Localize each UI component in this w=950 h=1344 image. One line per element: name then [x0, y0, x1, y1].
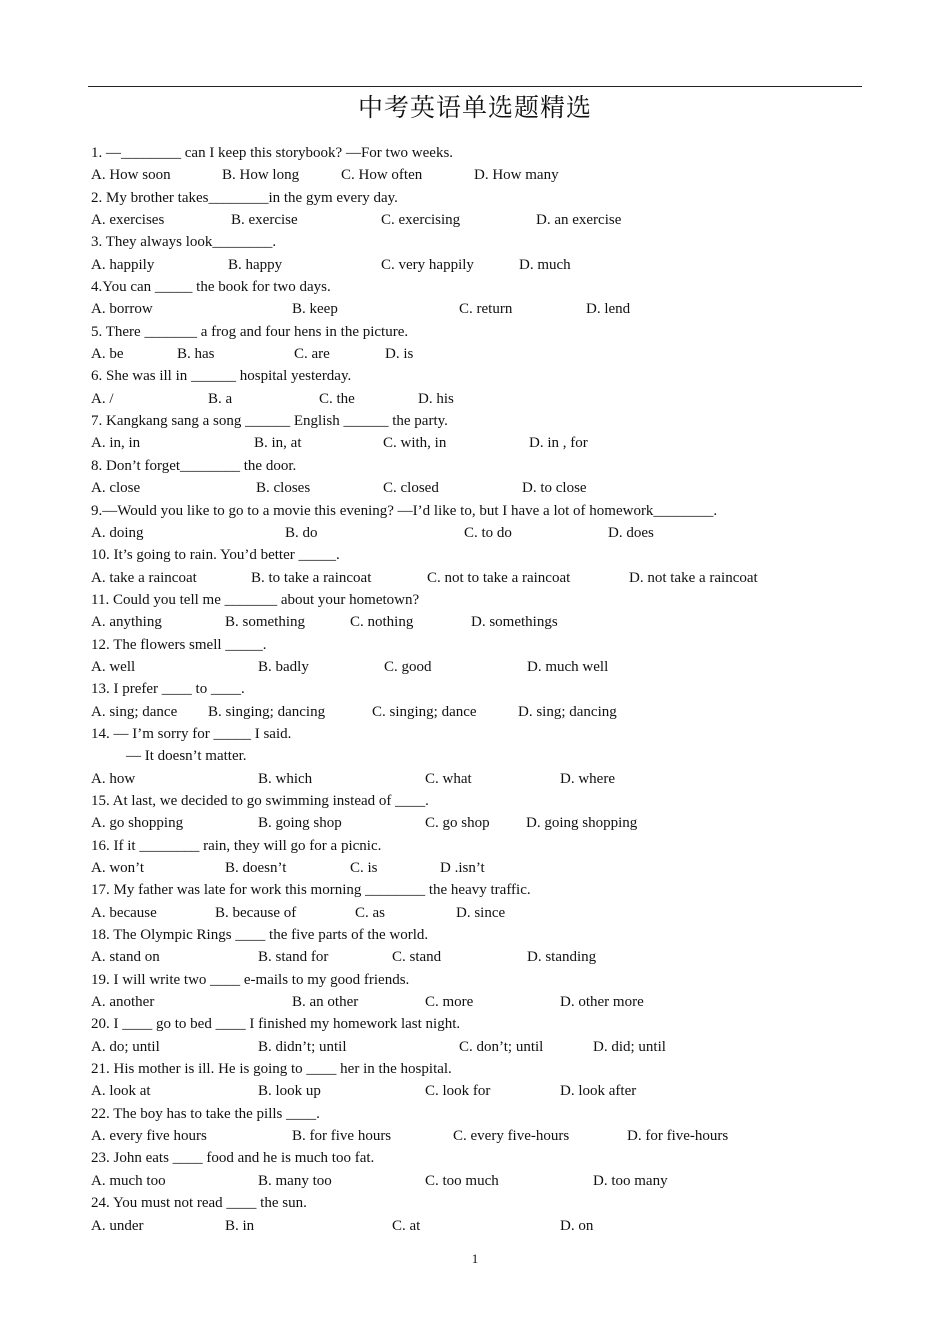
option-d[interactable]: D. did; until — [593, 1038, 666, 1055]
option-b[interactable]: B. an other — [292, 994, 359, 1011]
option-row — [91, 768, 871, 790]
option-d[interactable]: D. lend — [586, 301, 631, 318]
option-d[interactable]: D. much — [519, 256, 571, 273]
question-text: 21. His mother is ill. He is going to ____ her in the hospital. — [91, 1061, 452, 1078]
option-row — [91, 1036, 871, 1058]
question-text: 1. —________ can I keep this storybook? —For two weeks. — [91, 145, 454, 161]
question-reply: — It doesn’t matter. — [126, 748, 247, 765]
option-b[interactable]: B. has — [177, 346, 215, 363]
option-b[interactable]: B. doesn’t — [225, 860, 287, 876]
option-a[interactable]: A. take a raincoat — [91, 569, 197, 586]
option-row — [91, 611, 871, 633]
option-a[interactable]: A. anything — [91, 614, 162, 631]
option-b[interactable]: B. in, at — [254, 435, 302, 452]
question-text: 18. The Olympic Rings ____ the five parts of the world. — [91, 927, 429, 944]
option-row — [91, 298, 871, 320]
option-a[interactable]: A. close — [91, 480, 141, 497]
option-b[interactable]: B. stand for — [258, 949, 329, 966]
option-c[interactable]: C. too much — [425, 1172, 499, 1189]
question-list — [91, 142, 871, 1237]
option-d[interactable]: D. to close — [522, 480, 587, 497]
option-c[interactable]: C. more — [425, 994, 474, 1011]
option-c[interactable]: C. every five-hours — [453, 1128, 570, 1145]
option-c[interactable]: C. nothing — [350, 614, 414, 631]
option-c[interactable]: C. stand — [392, 949, 442, 966]
option-row — [91, 1215, 871, 1237]
option-c[interactable]: C. very happily — [381, 256, 474, 273]
option-row — [91, 209, 871, 231]
option-a[interactable]: A. doing — [91, 524, 144, 541]
option-a[interactable]: A. stand on — [91, 949, 160, 966]
option-b[interactable]: B. something — [225, 614, 306, 631]
option-d[interactable]: D. standing — [527, 949, 597, 966]
option-a[interactable]: A. go shopping — [91, 815, 184, 832]
question-text: 10. It’s going to rain. You’d better _____. — [91, 547, 340, 564]
option-d[interactable]: D. somethings — [471, 614, 558, 631]
option-d[interactable]: D. sing; dancing — [518, 703, 617, 720]
option-b[interactable]: B. for five hours — [292, 1128, 392, 1145]
option-d[interactable]: D. look after — [560, 1083, 637, 1100]
option-c[interactable]: C. what — [425, 770, 472, 787]
option-b[interactable]: B. going shop — [258, 815, 342, 832]
option-row — [91, 164, 871, 186]
option-row — [91, 254, 871, 276]
question-text: 4.You can _____ the book for two days. — [91, 279, 331, 296]
option-c[interactable]: C. don’t; until — [459, 1038, 544, 1055]
option-a[interactable]: A. under — [91, 1217, 144, 1234]
question-text: 16. If it ________ rain, they will go for a picnic. — [91, 837, 382, 854]
option-c[interactable]: C. to do — [464, 524, 512, 541]
option-row — [91, 1125, 871, 1147]
option-row — [91, 477, 871, 499]
option-d[interactable]: D. going shopping — [526, 815, 638, 832]
option-a[interactable]: A. borrow — [91, 301, 153, 318]
option-row — [91, 343, 871, 365]
option-b[interactable]: B. keep — [292, 301, 338, 318]
option-b[interactable]: B. many too — [258, 1172, 332, 1189]
option-a[interactable]: A. happily — [91, 256, 155, 273]
question-text: 6. She was ill in ______ hospital yesterday. — [91, 368, 352, 385]
question-text: 11. Could you tell me _______ about your hometown? — [91, 591, 420, 608]
option-c[interactable]: C. at — [392, 1217, 421, 1234]
option-c[interactable]: C. good — [384, 658, 432, 675]
option-row — [91, 902, 871, 924]
option-b[interactable]: B. didn’t; until — [258, 1038, 347, 1055]
option-a[interactable]: A. another — [91, 994, 155, 1011]
question-text: 23. John eats ____ food and he is much too fat. — [91, 1150, 375, 1167]
option-b[interactable]: B. How long — [222, 167, 300, 184]
option-d[interactable]: D. in , for — [529, 435, 588, 452]
option-a[interactable]: A. because — [91, 904, 157, 921]
option-row — [91, 1170, 871, 1192]
option-row — [91, 522, 871, 544]
option-c[interactable]: C. go shop — [425, 815, 490, 832]
option-row — [91, 567, 871, 589]
option-c[interactable]: C. are — [294, 346, 330, 363]
option-c[interactable]: C. the — [319, 390, 355, 407]
option-d[interactable]: D. does — [608, 524, 654, 541]
option-d[interactable]: D. an exercise — [536, 212, 622, 229]
question-text: 14. — I’m sorry for _____ I said. — [91, 725, 292, 742]
question-text: 2. My brother takes________in the gym every day. — [91, 189, 398, 206]
option-d[interactable]: D. on — [560, 1217, 594, 1234]
option-row — [91, 991, 871, 1013]
option-row — [91, 388, 871, 410]
option-a[interactable]: A. well — [91, 658, 136, 675]
option-a[interactable]: A. how — [91, 770, 136, 787]
option-row — [91, 946, 871, 968]
option-c[interactable]: C. exercising — [381, 212, 461, 229]
option-d[interactable]: D. other more — [560, 994, 644, 1011]
option-b[interactable]: B. badly — [258, 658, 309, 675]
option-d[interactable]: D. much well — [527, 658, 609, 675]
option-b[interactable]: B. do — [285, 524, 318, 541]
option-d[interactable]: D. is — [385, 346, 414, 363]
header-rule — [88, 86, 862, 87]
option-d[interactable]: D. where — [560, 770, 615, 787]
option-c[interactable]: C. How often — [341, 167, 423, 184]
option-row — [91, 656, 871, 678]
option-a[interactable]: A. won’t — [91, 860, 145, 876]
option-a[interactable]: A. much too — [91, 1172, 166, 1189]
option-c[interactable]: C. closed — [383, 480, 439, 497]
option-row — [91, 1080, 871, 1102]
question-text: 24. You must not read ____ the sun. — [91, 1195, 307, 1212]
option-a[interactable]: A. / — [91, 390, 114, 407]
option-a[interactable]: A. How soon — [91, 167, 171, 184]
option-b[interactable]: B. closes — [256, 480, 311, 497]
option-b[interactable]: B. a — [208, 390, 233, 407]
question-text: 9.—Would you like to go to a movie this evening? —I’d like to, but I have a lot of homework________. — [91, 502, 718, 519]
option-b[interactable]: B. to take a raincoat — [251, 569, 372, 586]
question-text: 3. They always look________. — [91, 234, 277, 251]
option-a[interactable]: A. in, in — [91, 435, 141, 452]
option-b[interactable]: B. because of — [215, 904, 297, 921]
question-text: 22. The boy has to take the pills ____. — [91, 1105, 320, 1122]
option-row — [91, 812, 871, 834]
option-a[interactable]: A. sing; dance — [91, 703, 178, 720]
question-text: 12. The flowers smell _____. — [91, 636, 267, 653]
question-text: 8. Don’t forget________ the door. — [91, 457, 297, 474]
option-c[interactable]: C. with, in — [383, 435, 447, 452]
option-b[interactable]: B. in — [225, 1217, 255, 1234]
question-text: 15. At last, we decided to go swimming instead of ____. — [91, 792, 429, 809]
option-c[interactable]: C. not to take a raincoat — [427, 569, 571, 586]
question-text: 17. My father was late for work this morning ________ the heavy traffic. — [91, 882, 531, 899]
page-number: 1 — [471, 1251, 479, 1266]
option-b[interactable]: B. look up — [258, 1083, 321, 1100]
option-d[interactable]: D .isn’t — [440, 860, 485, 876]
option-c[interactable]: C. as — [355, 904, 385, 921]
option-d[interactable]: D. too many — [593, 1172, 668, 1189]
option-b[interactable]: B. singing; dancing — [208, 703, 326, 720]
option-d[interactable]: D. How many — [474, 167, 559, 184]
option-b[interactable]: B. exercise — [231, 212, 298, 229]
option-a[interactable]: A. do; until — [91, 1038, 160, 1055]
question-text: 20. I ____ go to bed ____ I finished my homework last night. — [91, 1016, 461, 1033]
question-text: 7. Kangkang sang a song ______ English ______ the party. — [91, 413, 448, 430]
option-row — [91, 701, 871, 723]
question-text: 5. There _______ a frog and four hens in the picture. — [91, 323, 409, 340]
option-c[interactable]: C. return — [459, 301, 513, 318]
option-d[interactable]: D. since — [456, 904, 506, 921]
option-a[interactable]: A. look at — [91, 1083, 151, 1100]
option-c[interactable]: C. is — [350, 860, 378, 876]
option-d[interactable]: D. for five-hours — [627, 1128, 729, 1145]
page-title: 中考英语单选题精选 — [357, 93, 592, 122]
option-a[interactable]: A. every five hours — [91, 1128, 207, 1145]
option-row — [91, 857, 871, 879]
option-d[interactable]: D. his — [418, 390, 454, 407]
option-a[interactable]: A. be — [91, 346, 124, 363]
option-b[interactable]: B. happy — [228, 256, 283, 273]
option-row — [91, 432, 871, 454]
question-text: 13. I prefer ____ to ____. — [91, 681, 245, 698]
option-b[interactable]: B. which — [258, 770, 313, 787]
option-c[interactable]: C. singing; dance — [372, 703, 477, 720]
option-d[interactable]: D. not take a raincoat — [629, 569, 758, 586]
option-c[interactable]: C. look for — [425, 1083, 491, 1100]
question-text: 19. I will write two ____ e-mails to my good friends. — [91, 971, 410, 988]
option-a[interactable]: A. exercises — [91, 212, 165, 229]
